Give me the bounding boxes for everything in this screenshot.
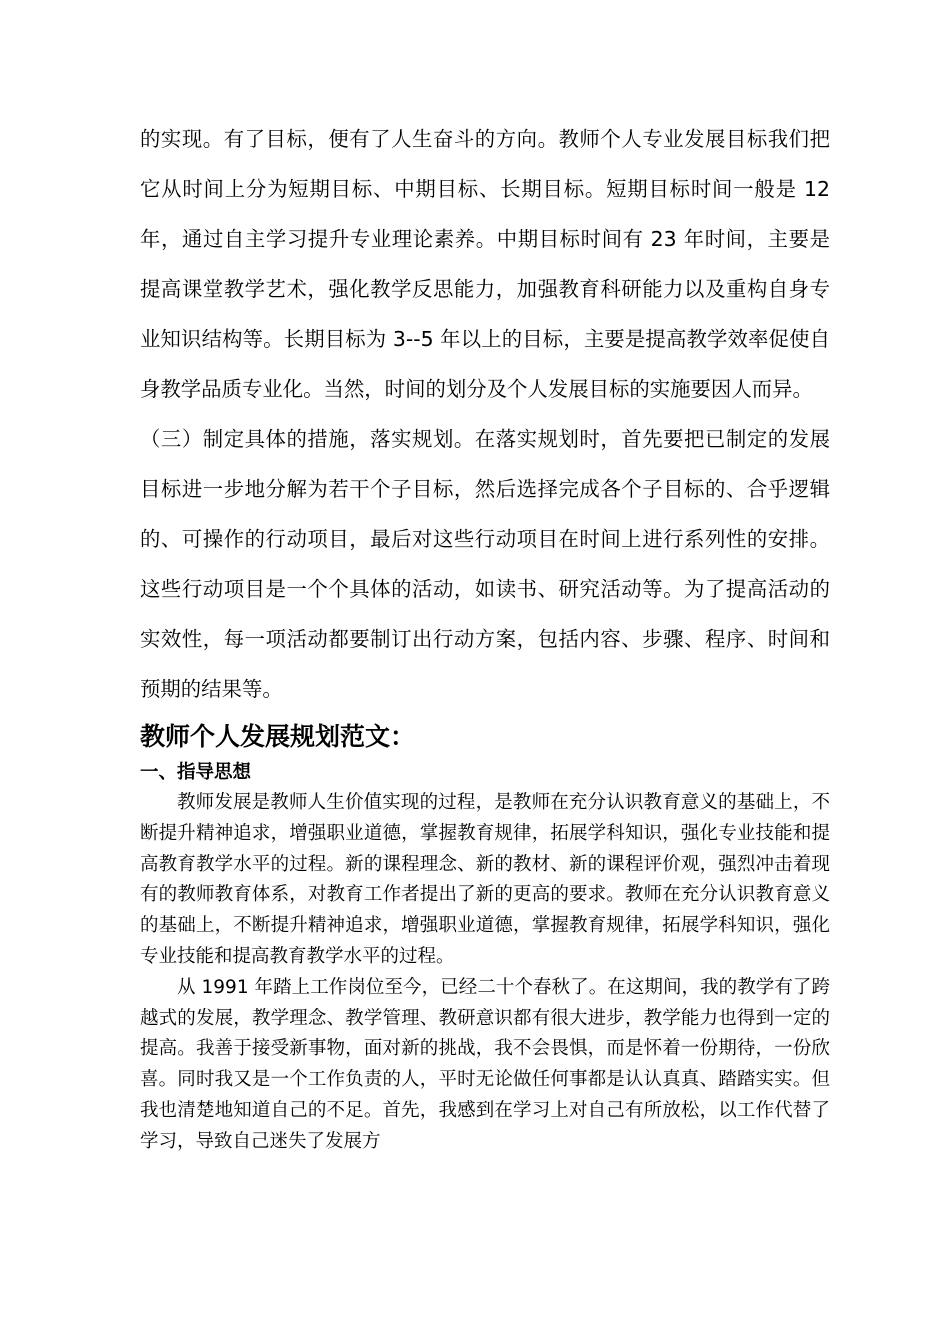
document-body (140, 114, 830, 1158)
section-heading: 教师个人发展规划范文： (140, 722, 416, 751)
paragraph-self-review: 从 1991 年踏上工作岗位至今，已经二十个春秋了。在这期间，我的教学有了跨越式的发展，教学理念、教学管理、教研意识都有很大进步，教学能力也得到一定的提高。我善于接受新事物，面对新的挑战，我不会畏惧，而是怀着一份期待，一份欣喜。同时我又是一个工作负责的人，平时无论做任何事都是认认真真、踏踏实实。但我也清楚地知道自己的不足。首先，我感到在学习上对自己有所放松，以工作代替了学习，导致自己迷失了发展方 (140, 976, 830, 1152)
paragraph-goals: 的实现。有了目标，便有了人生奋斗的方向。教师个人专业发展目标我们把它从时间上分为短期目标、中期目标、长期目标。短期目标时间一般是 12 年，通过自主学习提升专业理论素养。中期目标时间有 23 年时间，主要是提高课堂教学艺术，强化教学反思能力，加强教育科研能力以及重构自身专业知识结构等。长期目标为 3--5 年以上的目标，主要是提高教学效率促使自身教学品质专业化。当然，时间的划分及个人发展目标的实施要因人而异。 (140, 127, 830, 401)
paragraph-guiding-thought: 教师发展是教师人生价值实现的过程，是教师在充分认识教育意义的基础上，不断提升精神追求，增强职业道德，掌握教育规律，拓展学科知识，强化专业技能和提高教育教学水平的过程。新的课程理念、新的教材、新的课程评价观，强烈冲击着现有的教师教育体系，对教育工作者提出了新的更高的要求。教师在充分认识教育意义的基础上，不断提升精神追求，增强职业道德，掌握教育规律，拓展学科知识，强化专业技能和提高教育教学水平的过程。 (140, 792, 830, 967)
paragraph-measures: （三）制定具体的措施，落实规划。在落实规划时，首先要把已制定的发展目标进一步地分解为若干个子目标，然后选择完成各个子目标的、合乎逻辑的、可操作的行动项目，最后对这些行动项目在时间上进行系列性的安排。这些行动项目是一个个具体的活动，如读书、研究活动等。为了提高活动的实效性，每一项活动都要制订出行动方案，包括内容、步骤、程序、时间和预期的结果等。 (140, 427, 830, 701)
subsection-heading: 一、指导思想 (140, 762, 252, 783)
